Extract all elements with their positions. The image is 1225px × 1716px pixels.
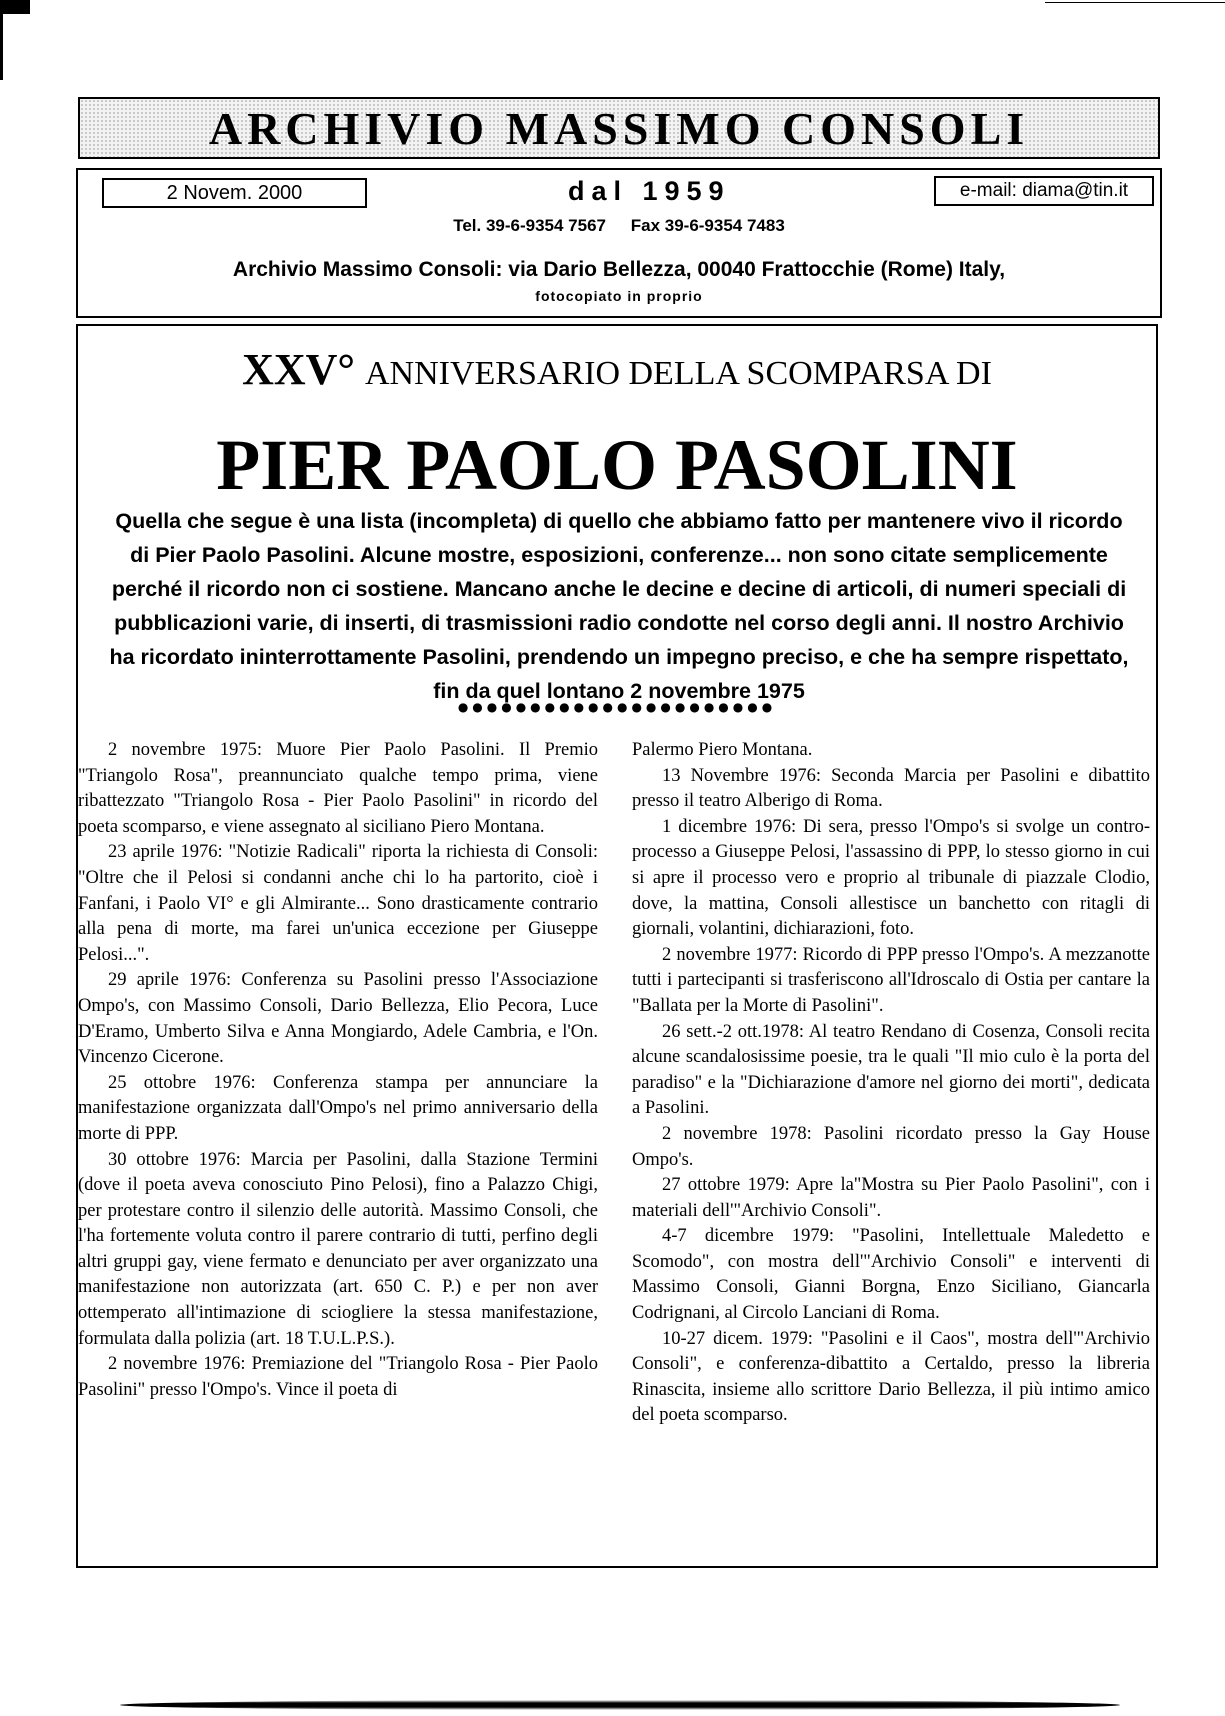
intro-paragraph: Quella che segue è una lista (incompleta) di quello che abbiamo fatto per mantenere vivo il ricordo di Pier Paolo Pasolini. Alcune mostre, esposizioni, conferenze... non sono citate semplicemente perché il ricordo non ci sostiene. Mancano anche le decine e decine di articoli, di numeri speciali di pubblicazioni varie, di inserti, di trasmissioni radio condotte nel corso degli anni. Il nostro Archivio ha ricordato ininterrottamente Pasolini, prendendo un impegno preciso, e che ha sempre rispettato, fin da quel lontano 2 novembre 1975 [109, 509, 1129, 703]
phone-line [78, 216, 1160, 236]
chronology-entry: 26 sett.-2 ott.1978: Al teatro Rendano di Cosenza, Consoli recita alcune scandalosissime poesie, tra le quali "Il mio culo è la porta del paradiso" e la "Dichiarazione d'amore nel giorno dei morti", dedicata a Pasolini. [632, 1021, 1150, 1119]
chronology-entry: 25 ottobre 1976: Conferenza stampa per annunciare la manifestazione organizzata dall'Ompo's nel primo anniversario della morte di PPP. [78, 1072, 598, 1144]
info-box [76, 168, 1162, 318]
chronology-entry: 4-7 dicembre 1979: "Pasolini, Intellettuale Maledetto e Scomodo", con mostra dell'"Archivio Consoli" e interventi di Massimo Consoli, Gianni Borgna, Enzo Siciliano, Giancarla Codrignani, al Circolo Lanciani di Roma. [632, 1226, 1150, 1324]
anniversary-number: XXV° [242, 345, 355, 394]
anniversary-text: ANNIVERSARIO DELLA SCOMPARSA DI [365, 355, 992, 392]
scan-mark [0, 0, 30, 14]
anniversary-heading [78, 344, 1156, 395]
scan-edge-bottom [120, 1700, 1120, 1710]
page-title: PIER PAOLO PASOLINI [216, 425, 1018, 505]
separator-dots: ●●●●●●●●●●●●●●●●●●●●●● [457, 700, 777, 714]
address-line: Archivio Massimo Consoli: via Dario Bellezza, 00040 Frattocchie (Rome) Italy, [232, 258, 1006, 281]
chronology-entry: 2 novembre 1977: Ricordo di PPP presso l'Ompo's. A mezzanotte tutti i partecipanti si trasferiscono all'Idroscalo di Ostia per cantare la "Ballata per la Morte di Pasolini". [632, 944, 1150, 1016]
date-box: 2 Novem. 2000 [102, 178, 367, 208]
masthead-title: ARCHIVIO MASSIMO CONSOLI [208, 102, 1030, 154]
left-column [78, 738, 598, 1403]
chronology-entry: 1 dicembre 1976: Di sera, presso l'Ompo's si svolge un contro-processo a Giuseppe Pelosi, l'assassino di PPP, lo stesso giorno in cui si apre il processo vero e proprio al tribunale di piazzale Clodio, dove, la mattina, Consoli allestisce un banchetto con ritagli di giornali, volantini, dichiarazioni, foto. [632, 816, 1150, 940]
email-box: e-mail: diama@tin.it [934, 176, 1154, 206]
scan-edge-left [0, 0, 3, 80]
chronology-entry: 29 aprile 1976: Conferenza su Pasolini presso l'Associazione Ompo's, con Massimo Consoli, Dario Bellezza, Elio Pecora, Luce D'Eramo, Umberto Silva e Anna Mongiardo, Adele Cambria, e l'On. Vincenzo Cicerone. [78, 970, 598, 1068]
right-column [632, 738, 1150, 1429]
chronology-entry: 27 ottobre 1979: Apre la"Mostra su Pier Paolo Pasolini", con i materiali dell'"Archivio Consoli". [632, 1175, 1150, 1221]
chronology-continuation: Palermo Piero Montana. [632, 740, 813, 760]
chronology-entry: 2 novembre 1976: Premiazione del "Triangolo Rosa - Pier Paolo Pasolini" presso l'Ompo's. Vince il poeta di [78, 1354, 598, 1400]
tel-number: Tel. 39-6-9354 7567 [453, 216, 606, 235]
scan-edge-right [1045, 2, 1225, 3]
fax-number: Fax 39-6-9354 7483 [630, 216, 785, 235]
chronology-entry: 2 novembre 1978: Pasolini ricordato presso la Gay House Ompo's. [632, 1123, 1150, 1170]
chronology-entry: 10-27 dicem. 1979: "Pasolini e il Caos", mostra dell'"Archivio Consoli", e conferenza-dibattito a Certaldo, presso la libreria Rinascita, insieme allo scrittore Dario Bellezza, il più intimo amico del poeta scomparso. [632, 1328, 1150, 1426]
chronology-entry: 23 aprile 1976: "Notizie Radicali" riporta la richiesta di Consoli: "Oltre che il Pelosi si condanni anche chi lo ha partorito, cioè i Fanfani, i Paolo VI° e gli Almirante... Sono drasticamente contrario alla pena di morte, ma farei un'unica eccezione per Giuseppe Pelosi...". [78, 842, 598, 965]
main-content [76, 324, 1158, 1568]
chronology-entry: 13 Novembre 1976: Seconda Marcia per Pasolini e dibattito presso il teatro Alberigo di Roma. [632, 765, 1150, 812]
chronology-entry: 30 ottobre 1976: Marcia per Pasolini, dalla Stazione Termini (dove il poeta aveva conosciuto Pino Pelosi), fino a Palazzo Chigi, per protestare contro il silenzio delle autorità. Massimo Consoli, che l'ha fortemente voluta contro il parere contrario di tutti, perfino degli altri gruppi gay, viene fermato e denunciato per aver organizzato una manifestazione non autorizzata (art. 650 C. P.) e per non aver ottemperato all'intimazione di sciogliere la stessa manifestazione, formulata dalla polizia (art. 18 T.U.L.P.S.). [78, 1149, 598, 1349]
copy-note: fotocopiato in proprio [535, 288, 703, 304]
since-label: dal 1959 [568, 176, 731, 206]
chronology-entry: 2 novembre 1975: Muore Pier Paolo Pasolini. Il Premio "Triangolo Rosa", preannunciato qualche tempo prima, viene ribattezzato "Triangolo Rosa - Pier Paolo Pasolini" in ricordo del poeta scomparso, e viene assegnato al siciliano Piero Montana. [78, 740, 598, 837]
masthead [78, 97, 1160, 159]
